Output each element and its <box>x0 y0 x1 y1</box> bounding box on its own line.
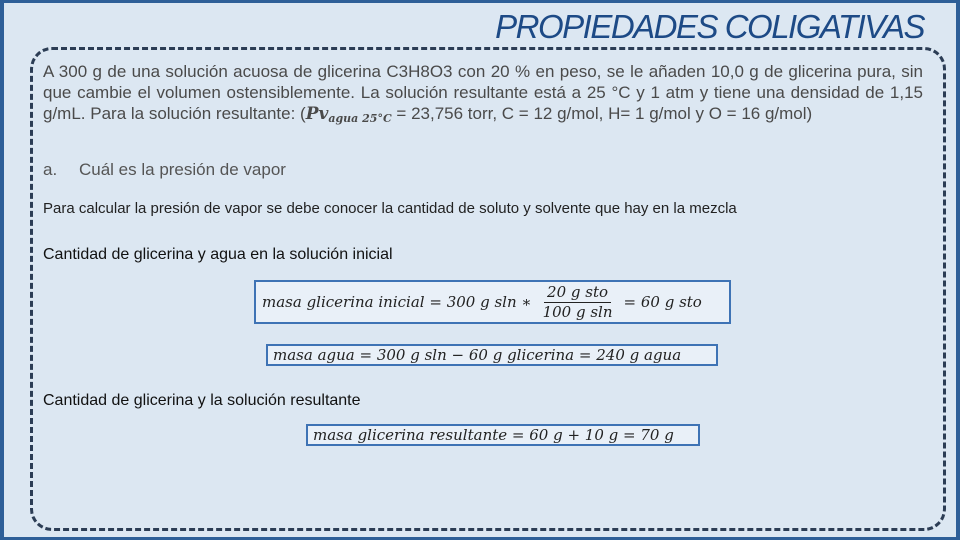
equation-rhs: = 60 g sto <box>623 293 702 311</box>
pv-symbol: Pv <box>305 104 329 124</box>
section-heading-result: Cantidad de glicerina y la solución resultante <box>43 392 361 409</box>
equation-initial-glycerin <box>254 280 731 324</box>
section-heading-initial: Cantidad de glicerina y agua en la solución inicial <box>43 246 393 263</box>
problem-text: A 300 g de una solución acuosa de glicerina C3H8O3 con 20 % en peso, se le añaden 10,0 g de glicerina pura, sin que cambie el volumen ostensiblemente. La solución resultante está a 25 °C y 1 atm y tiene una densidad de 1,15 g/mL. Para la solución resultante: ( <box>43 62 923 123</box>
fraction <box>540 284 616 321</box>
intro-text: Para calcular la presión de vapor se debe conocer la cantidad de soluto y solvente que hay en la mezcla <box>43 200 737 217</box>
slide-title: PROPIEDADES COLIGATIVAS <box>495 8 924 45</box>
equation-lhs: masa glicerina inicial = 300 g sln ∗ <box>262 293 532 311</box>
equation-resulting-glycerin: masa glicerina resultante = 60 g + 10 g = 70 g <box>306 424 700 446</box>
equation-water-mass: masa agua = 300 g sln − 60 g glicerina = 240 g agua <box>266 344 718 366</box>
problem-data: = 23,756 torr, C = 12 g/mol, H= 1 g/mol y O = 16 g/mol) <box>391 104 813 123</box>
problem-statement <box>43 61 923 129</box>
question-number: a. <box>43 160 58 179</box>
fraction-denominator: 100 g sln <box>542 302 613 321</box>
fraction-numerator: 20 g sto <box>544 284 611 303</box>
pv-subscript: agua 25°C <box>328 112 392 125</box>
question-a <box>43 160 286 180</box>
question-text: Cuál es la presión de vapor <box>79 160 286 179</box>
